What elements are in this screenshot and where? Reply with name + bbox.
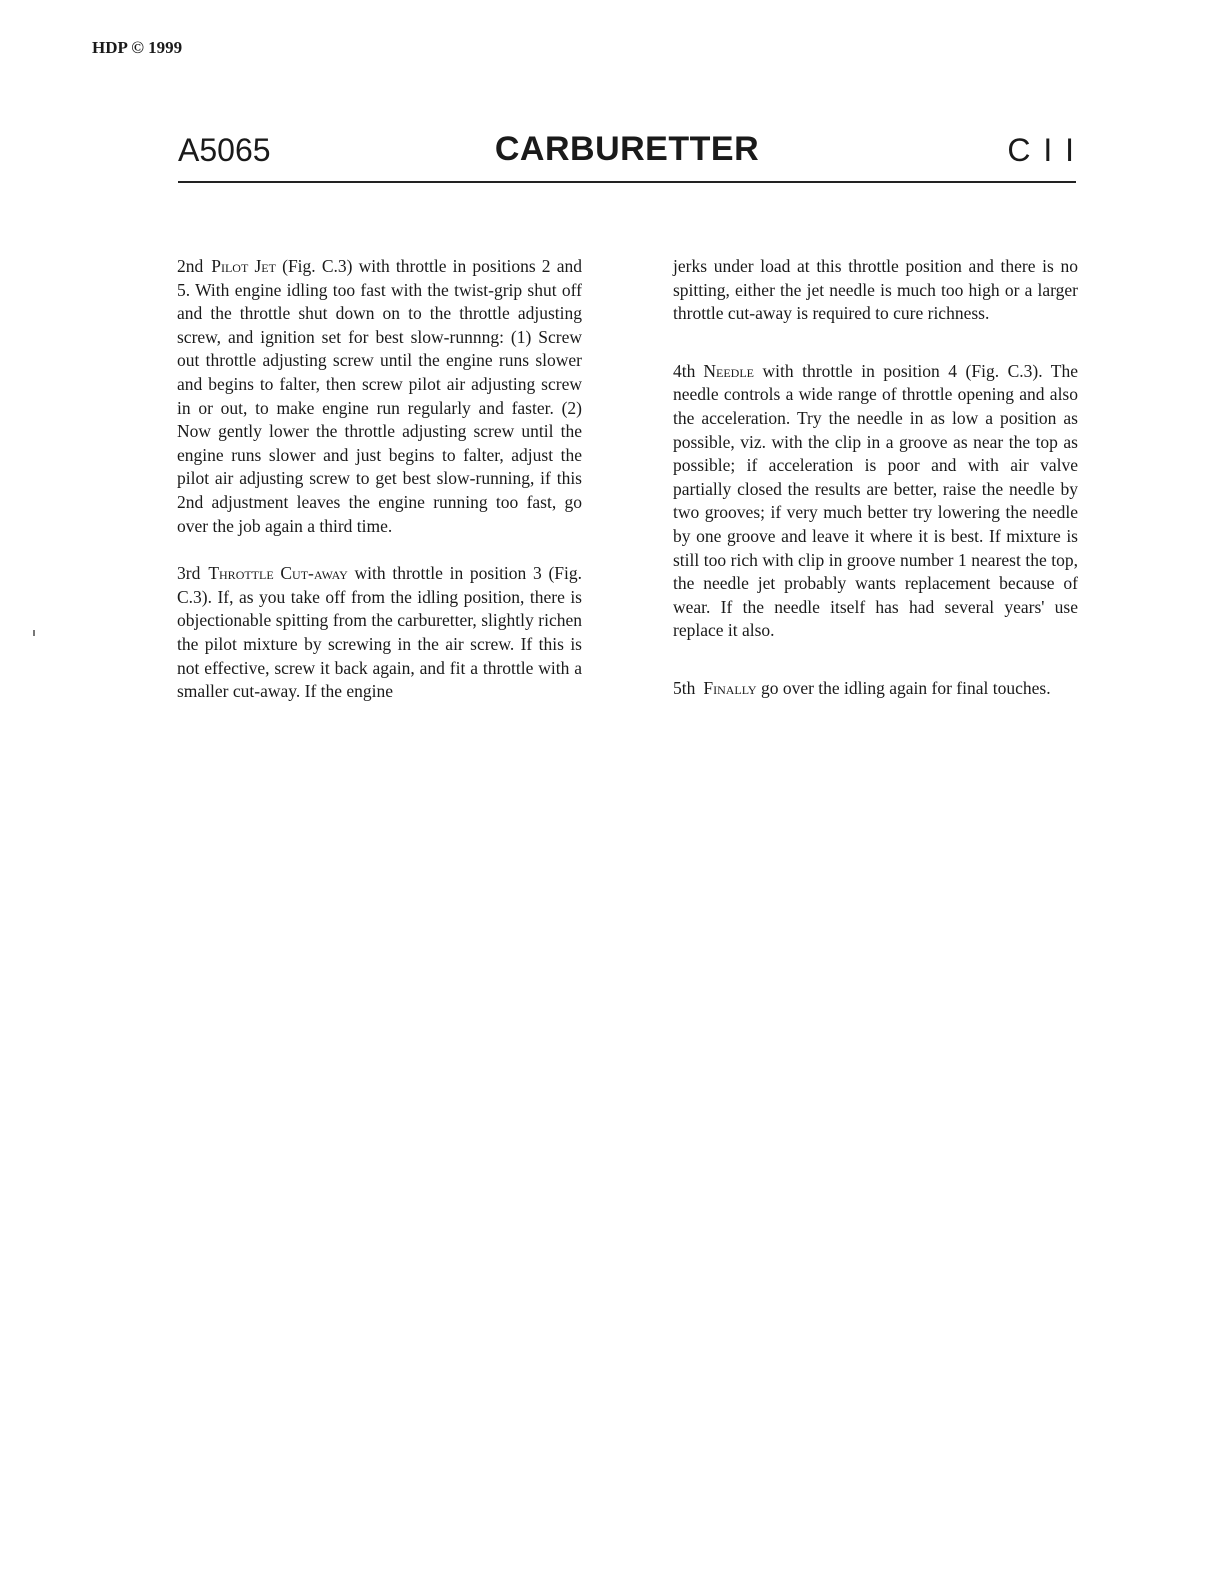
right-column (673, 255, 1078, 725)
step-heading: Finally (703, 677, 757, 698)
step-heading: Needle (703, 360, 754, 381)
step-number: 3rd (177, 563, 201, 584)
page-title: CARBURETTER (494, 130, 760, 168)
step-3rd-continuation (673, 255, 1078, 326)
step-body: (Fig. C.3) with throttle in positions 2 and 5. With engine idling too fast with the twist-grip shut off and the throttle shut down on to the throttle adjusting screw, and ignition set for best slow-runnng: (1) Screw out throttle adjusting screw until the engine runs slower and begins to falter, then screw pilot air adjusting screw in or out, to make engine run regularly and faster. (2) Now gently lower the throttle adjusting screw until the engine runs slower and just begins to falter, adjust the pilot air adjusting screw to get best slow-running, if this 2nd adjustment leaves the engine running too fast, go over the job again a third time. (177, 256, 582, 536)
step-3rd-throttle-cut-away (177, 562, 582, 704)
step-heading: Throttle Cut-away (208, 563, 348, 584)
step-body: with throttle in position 4 (Fig. C.3). The needle controls a wide range of throttle opening and also the acceleration. Try the needle in as low a position as possible, viz. with the clip in a groove as near the top as possible; if acceleration is poor and with air valve partially closed the results are better, raise the needle by two grooves; if very much better try lowering the needle by one groove and leave it where it is best. If mixture is still too rich with clip in groove number 1 nearest the top, the needle jet probably wants replacement because of wear. If the needle itself has had several years' use replace it also. (673, 360, 1079, 641)
step-2nd-pilot-jet (177, 255, 582, 538)
step-number: 5th (673, 677, 696, 698)
section-number: C I I (1007, 132, 1076, 168)
step-4th-needle (673, 360, 1078, 643)
header-rule (178, 181, 1076, 183)
step-body: with throttle in position 3 (Fig. C.3). If, as you take off from the idling position, there is objectionable spitting from the carburetter, slightly richen the pilot mixture by screwing in the air screw. If this is not effective, screw it back again, and fit a throttle with a smaller cut-away. If the engine (177, 563, 582, 702)
step-body: go over the idling again for final touches. (760, 677, 1051, 698)
step-number: 2nd (177, 256, 204, 276)
step-5th-finally (673, 677, 1078, 701)
copyright-notice: HDP © 1999 (92, 38, 183, 57)
document-code: A5065 (178, 132, 271, 168)
step-heading: Pilot Jet (211, 256, 276, 276)
step-body-continued: jerks under load at this throttle position and there is no spitting, either the jet needle is much too high or a larger throttle cut-away is required to cure richness. (673, 256, 1078, 324)
step-number: 4th (673, 360, 696, 381)
left-column (177, 255, 582, 728)
page-header (178, 128, 1076, 184)
scan-margin-mark (33, 630, 35, 636)
